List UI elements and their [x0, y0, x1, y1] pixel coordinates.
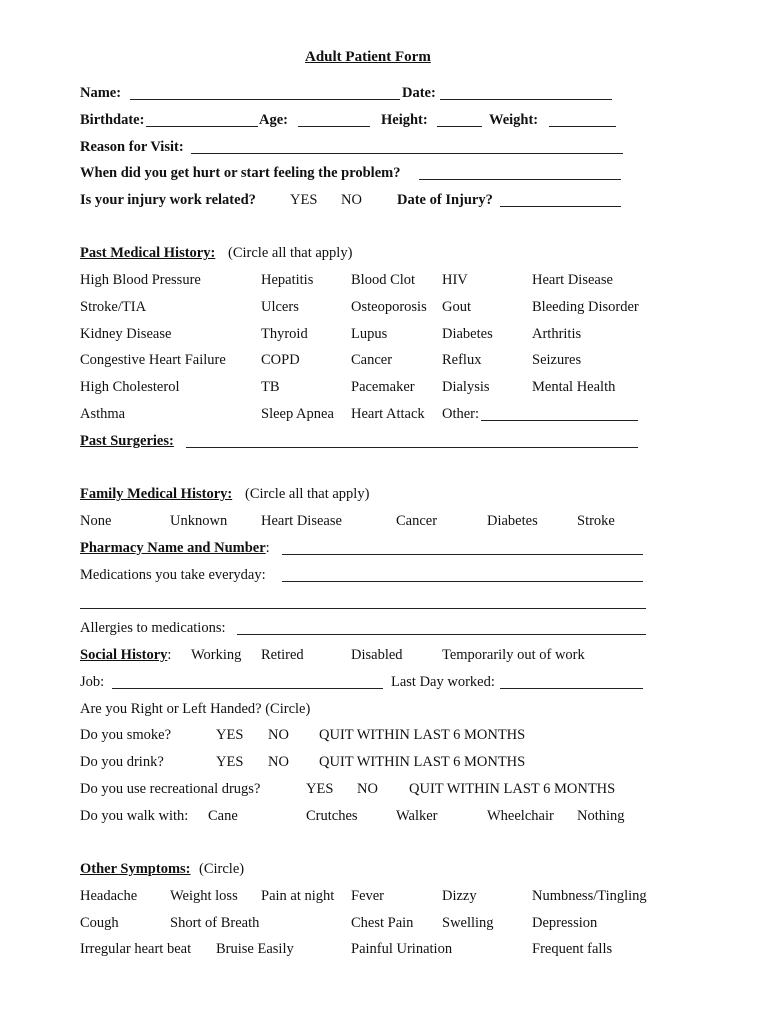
family-option[interactable]: Heart Disease: [261, 513, 342, 529]
handed-question: Are you Right or Left Handed? (Circle): [80, 701, 311, 717]
age-label: Age:: [259, 112, 288, 128]
condition-item[interactable]: Heart Disease: [532, 272, 613, 288]
drugs-question: Do you use recreational drugs?: [80, 781, 261, 797]
pharmacy-field[interactable]: [282, 554, 643, 555]
smoke-quit[interactable]: QUIT WITHIN LAST 6 MONTHS: [319, 727, 526, 743]
allergies-label: Allergies to medications:: [80, 620, 226, 636]
past-surgeries-field[interactable]: [186, 447, 638, 448]
social-option[interactable]: Temporarily out of work: [442, 647, 585, 663]
drink-quit[interactable]: QUIT WITHIN LAST 6 MONTHS: [319, 754, 526, 770]
condition-item[interactable]: Blood Clot: [351, 272, 416, 288]
symptoms-instruction: (Circle): [199, 861, 245, 877]
condition-other-label[interactable]: Other:: [442, 406, 480, 422]
condition-item[interactable]: Mental Health: [532, 379, 616, 395]
smoke-no[interactable]: NO: [268, 727, 289, 743]
walk-option[interactable]: Walker: [396, 808, 438, 824]
social-option[interactable]: Disabled: [351, 647, 403, 663]
last-day-label: Last Day worked:: [391, 674, 495, 690]
birthdate-label: Birthdate:: [80, 112, 145, 128]
condition-item[interactable]: Cancer: [351, 352, 393, 368]
when-field[interactable]: [419, 179, 621, 180]
condition-item[interactable]: Arthritis: [532, 326, 582, 342]
age-field[interactable]: [298, 126, 370, 127]
condition-item[interactable]: HIV: [442, 272, 468, 288]
family-option[interactable]: Diabetes: [487, 513, 538, 529]
social-option[interactable]: Retired: [261, 647, 304, 663]
date-field[interactable]: [440, 99, 612, 100]
condition-item[interactable]: Pacemaker: [351, 379, 415, 395]
social-heading: Social History: [80, 647, 168, 663]
social-colon: :: [167, 647, 172, 663]
condition-item[interactable]: Heart Attack: [351, 406, 425, 422]
symptom-item[interactable]: Short of Breath: [170, 915, 260, 931]
condition-item[interactable]: Seizures: [532, 352, 582, 368]
height-field[interactable]: [437, 126, 482, 127]
height-label: Height:: [381, 112, 428, 128]
date-injury-field[interactable]: [500, 206, 621, 207]
condition-item[interactable]: Lupus: [351, 326, 388, 342]
form-title: Adult Patient Form: [305, 49, 431, 65]
symptom-item[interactable]: Chest Pain: [351, 915, 414, 931]
condition-item[interactable]: High Blood Pressure: [80, 272, 201, 288]
family-option[interactable]: Stroke: [577, 513, 615, 529]
work-related-label: Is your injury work related?: [80, 192, 256, 208]
date-label: Date:: [402, 85, 436, 101]
past-medical-heading: Past Medical History:: [80, 245, 216, 261]
family-option[interactable]: Unknown: [170, 513, 228, 529]
medications-label: Medications you take everyday:: [80, 567, 266, 583]
work-related-yes[interactable]: YES: [290, 192, 318, 208]
symptoms-heading: Other Symptoms:: [80, 861, 191, 877]
condition-item[interactable]: Kidney Disease: [80, 326, 172, 342]
last-day-field[interactable]: [500, 688, 643, 689]
past-surgeries-label: Past Surgeries:: [80, 433, 174, 449]
allergies-field[interactable]: [237, 634, 646, 635]
weight-label: Weight:: [489, 112, 539, 128]
pharmacy-label: Pharmacy Name and Number: [80, 540, 266, 556]
reason-field[interactable]: [191, 153, 623, 154]
when-label: When did you get hurt or start feeling the problem?: [80, 165, 401, 181]
walk-option[interactable]: Cane: [208, 808, 238, 824]
drugs-yes[interactable]: YES: [306, 781, 334, 797]
symptom-item[interactable]: Frequent falls: [532, 941, 613, 957]
weight-field[interactable]: [549, 126, 616, 127]
condition-item[interactable]: Congestive Heart Failure: [80, 352, 226, 368]
drugs-quit[interactable]: QUIT WITHIN LAST 6 MONTHS: [409, 781, 616, 797]
condition-other-field[interactable]: [481, 420, 638, 421]
symptom-item[interactable]: Numbness/Tingling: [532, 888, 647, 904]
walk-option[interactable]: Crutches: [306, 808, 358, 824]
symptom-item[interactable]: Headache: [80, 888, 138, 904]
symptom-item[interactable]: Dizzy: [442, 888, 477, 904]
symptom-item[interactable]: Irregular heart beat: [80, 941, 192, 957]
job-label: Job:: [80, 674, 105, 690]
walk-option[interactable]: Nothing: [577, 808, 625, 824]
condition-item[interactable]: COPD: [261, 352, 300, 368]
drink-no[interactable]: NO: [268, 754, 289, 770]
symptom-item[interactable]: Weight loss: [170, 888, 238, 904]
smoke-question: Do you smoke?: [80, 727, 172, 743]
condition-item[interactable]: TB: [261, 379, 280, 395]
pharmacy-label-row: [80, 539, 270, 557]
family-history-instruction: (Circle all that apply): [245, 486, 370, 502]
pharmacy-colon: :: [265, 540, 270, 556]
symptom-item[interactable]: Bruise Easily: [216, 941, 294, 957]
smoke-yes[interactable]: YES: [216, 727, 244, 743]
condition-item[interactable]: Osteoporosis: [351, 299, 427, 315]
condition-item[interactable]: Ulcers: [261, 299, 299, 315]
name-field[interactable]: [130, 99, 400, 100]
condition-item[interactable]: Hepatitis: [261, 272, 314, 288]
walk-question: Do you walk with:: [80, 808, 189, 824]
job-field[interactable]: [112, 688, 383, 689]
family-option[interactable]: Cancer: [396, 513, 438, 529]
family-history-heading: Family Medical History:: [80, 486, 233, 502]
symptom-item[interactable]: Painful Urination: [351, 941, 453, 957]
birthdate-field[interactable]: [146, 126, 258, 127]
past-medical-instruction: (Circle all that apply): [228, 245, 353, 261]
drugs-no[interactable]: NO: [357, 781, 378, 797]
condition-item[interactable]: Gout: [442, 299, 471, 315]
symptom-item[interactable]: Fever: [351, 888, 385, 904]
drink-yes[interactable]: YES: [216, 754, 244, 770]
symptom-item[interactable]: Cough: [80, 915, 119, 931]
condition-item[interactable]: Diabetes: [442, 326, 493, 342]
symptom-item[interactable]: Pain at night: [261, 888, 335, 904]
family-option[interactable]: None: [80, 513, 112, 529]
work-related-no[interactable]: NO: [341, 192, 362, 208]
condition-item[interactable]: Stroke/TIA: [80, 299, 147, 315]
date-injury-label: Date of Injury?: [397, 192, 493, 208]
medications-field-2[interactable]: [80, 608, 646, 609]
condition-item[interactable]: Thyroid: [261, 326, 308, 342]
condition-item[interactable]: Reflux: [442, 352, 482, 368]
medications-field[interactable]: [282, 581, 643, 582]
social-option[interactable]: Working: [191, 647, 242, 663]
condition-item[interactable]: High Cholesterol: [80, 379, 180, 395]
social-heading-row: [80, 646, 171, 664]
symptom-item[interactable]: Depression: [532, 915, 598, 931]
name-label: Name:: [80, 85, 122, 101]
condition-item[interactable]: Bleeding Disorder: [532, 299, 639, 315]
reason-label: Reason for Visit:: [80, 139, 184, 155]
walk-option[interactable]: Wheelchair: [487, 808, 554, 824]
condition-item[interactable]: Sleep Apnea: [261, 406, 334, 422]
symptom-item[interactable]: Swelling: [442, 915, 494, 931]
drink-question: Do you drink?: [80, 754, 164, 770]
condition-item[interactable]: Asthma: [80, 406, 126, 422]
condition-item[interactable]: Dialysis: [442, 379, 490, 395]
